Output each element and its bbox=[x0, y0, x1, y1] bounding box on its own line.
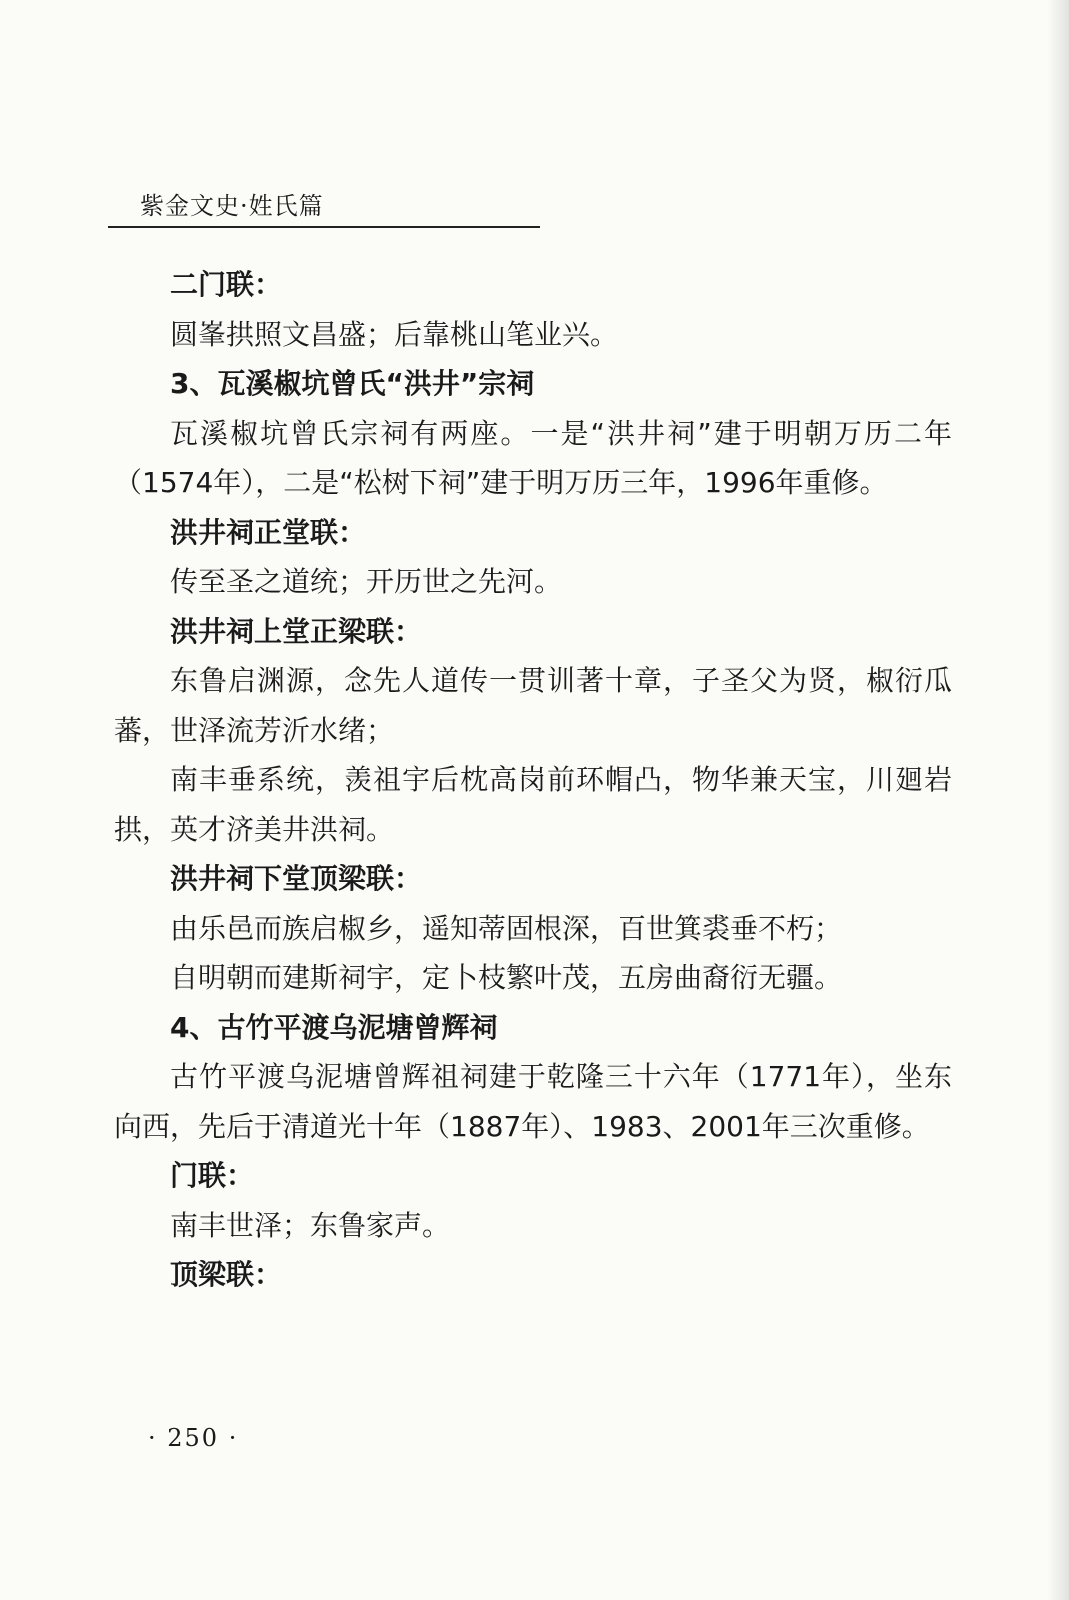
couplet-label-second-gate: 二门联： bbox=[170, 268, 283, 301]
couplet-text: 传至圣之道统；开历世之先河。 bbox=[170, 565, 563, 598]
page-number: · 250 · bbox=[148, 1424, 239, 1452]
couplet-text: 东鲁启渊源，念先人道传一贯训著十章，子圣父为贤，椒衍瓜蕃，世泽流芳沂水绪； bbox=[114, 664, 952, 747]
couplet-label-upper-hall: 洪井祠上堂正梁联： bbox=[170, 614, 423, 648]
couplet-text: 自明朝而建斯祠宇，定卜枝繁叶茂，五房曲裔衍无疆。 bbox=[170, 961, 843, 994]
paragraph: 瓦溪椒坑曾氏宗祠有两座。一是“洪井祠”建于明朝万历二年（1574年），二是“松树下祠”建于明万历三年，1996年重修。 bbox=[114, 416, 952, 499]
couplet-label-gate: 门联： bbox=[170, 1159, 255, 1192]
header-rule bbox=[108, 226, 540, 228]
couplet-text: 南丰垂系统，羡祖宇后枕高岗前环帽凸，物华兼天宝，川廻岩拱，英才济美井洪祠。 bbox=[114, 763, 952, 846]
couplet-text: 南丰世泽；东鲁家声。 bbox=[170, 1208, 451, 1242]
paragraph: 古竹平渡乌泥塘曾辉祖祠建于乾隆三十六年（1771年），坐东向西，先后于清道光十年（1887年）、1983、2001年三次重修。 bbox=[114, 1060, 952, 1143]
section-heading-3: 3、瓦溪椒坑曾氏“洪井”宗祠 bbox=[170, 367, 535, 400]
couplet-text: 圆峯拱照文昌盛；后靠桃山笔业兴。 bbox=[170, 317, 619, 351]
couplet-text: 由乐邑而族启椒乡，遥知蒂固根深，百世箕裘垂不朽； bbox=[170, 911, 843, 945]
running-head: 紫金文史·姓氏篇 bbox=[140, 192, 324, 220]
body-text bbox=[114, 260, 952, 1300]
page-edge-shadow bbox=[1047, 0, 1069, 1600]
couplet-label-top-beam: 顶梁联： bbox=[170, 1258, 283, 1291]
couplet-label-lower-hall: 洪井祠下堂顶梁联： bbox=[170, 862, 423, 895]
section-heading-4: 4、古竹平渡乌泥塘曾辉祠 bbox=[170, 1010, 498, 1044]
couplet-label-main-hall: 洪井祠正堂联： bbox=[170, 515, 367, 549]
